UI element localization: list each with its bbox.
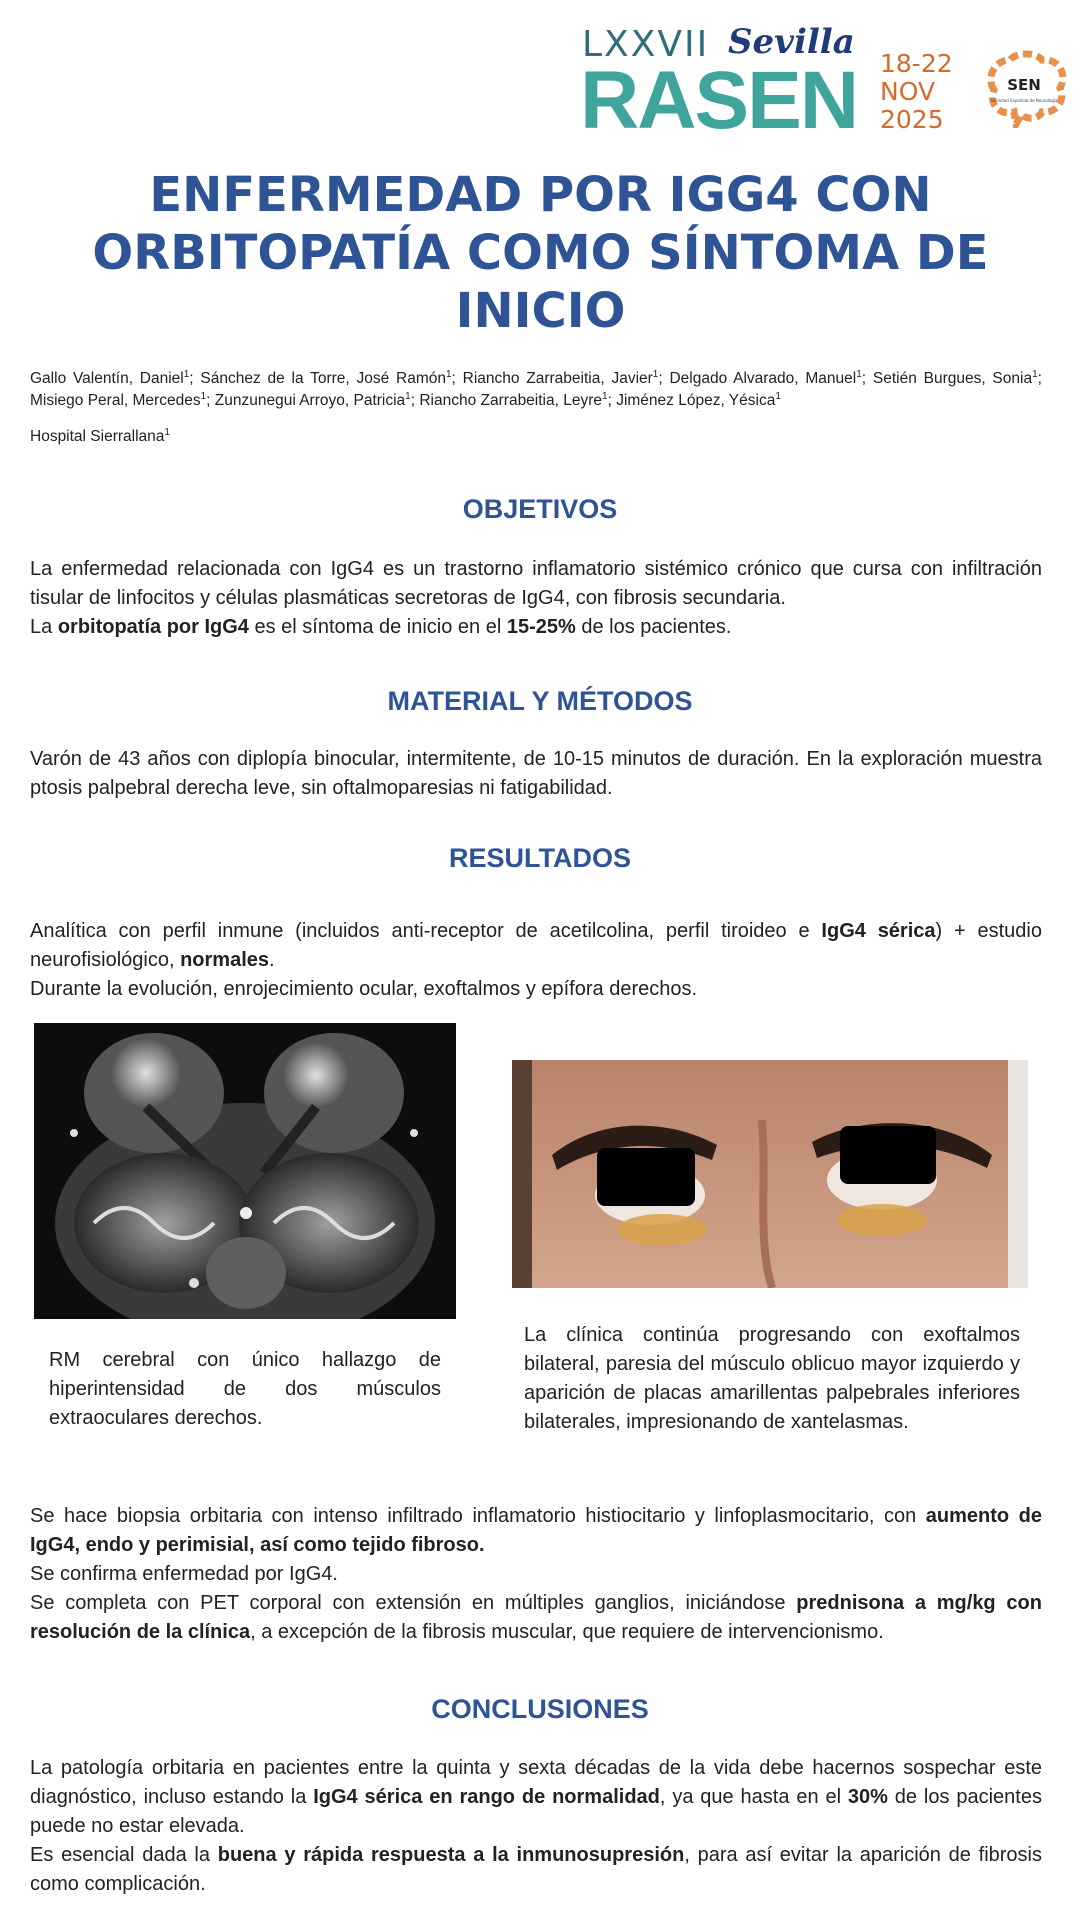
author-affiliation-marker: 1	[602, 390, 608, 402]
resultados-paragraph-2: Durante la evolución, enrojecimiento ocular, exoftalmos y epífora derechos.	[30, 978, 698, 1000]
conclusiones-heading: CONCLUSIONES	[431, 1694, 649, 1724]
objetivos-text	[30, 555, 1042, 642]
patient-photo	[512, 1060, 1028, 1288]
affiliation-name: Hospital Sierrallana	[30, 428, 165, 445]
affiliation-marker: 1	[164, 426, 170, 438]
author-name: Delgado Alvarado, Manuel	[669, 370, 857, 387]
conclusiones-text	[30, 1754, 1042, 1899]
brain-logo-icon	[980, 50, 1068, 128]
objetivos-paragraph-2: La orbitopatía por IgG4 es el síntoma de inicio en el 15-25% de los pacientes.	[30, 616, 732, 638]
author-affiliation-marker: 1	[856, 368, 862, 380]
resultados-paragraph-3: Se hace biopsia orbitaria con intenso infiltrado inflamatorio histiocitario y linfoplasmocitario, con aumento de IgG4, endo y perimisial, así como tejido fibroso.	[30, 1505, 1042, 1556]
event-number: LXXVII	[582, 24, 710, 65]
author-affiliation-marker: 1	[652, 368, 659, 380]
objetivos-paragraph-1: La enfermedad relacionada con IgG4 es un trastorno inflamatorio sistémico crónico que cursa con infiltración tisular de linfocitos y células plasmáticas secretoras de IgG4, con fibrosis secundaria.	[30, 558, 1042, 609]
author-affiliation-marker: 1	[775, 390, 781, 402]
author-affiliation-marker: 1	[200, 390, 207, 402]
photo-caption: La clínica continúa progresando con exoftalmos bilateral, paresia del músculo oblicuo mayor izquierdo y aparición de placas amarillentas palpebrales inferiores bilaterales, impresionando de xantelasmas.	[524, 1324, 1020, 1433]
author-list: Gallo Valentín, Daniel$^1$; Sánchez de la Torre, José Ramón$^1$; Riancho Zarrabeitia, Javier$^1$; Delgado Alvarado, Manuel$^1$; Setién Burgues, Sonia$^1$; Misiego Peral, Mercedes$^1$; Zunzunegui Arroyo, Patricia$^1$; Riancho Zarrabeitia, Leyre$^1$; Jiménez López, Yésica$^1$	[30, 368, 1042, 409]
resultados-paragraph-4: Se confirma enfermedad por IgG4.	[30, 1563, 338, 1585]
author-name: Riancho Zarrabeitia, Javier	[462, 370, 653, 387]
resultados-paragraph-1: Analítica con perfil inmune (incluidos anti-receptor de acetilcolina, perfil tiroideo e IgG4 sérica) + estudio neurofisiológico, normales.	[30, 920, 1042, 971]
author-name: Setién Burgues, Sonia	[872, 370, 1033, 387]
date-days: 18-22	[880, 49, 953, 78]
event-name: RASEN	[580, 55, 858, 146]
eye-mask-right	[597, 1148, 695, 1206]
eye-mask-left	[840, 1126, 936, 1184]
resultados-text-2	[30, 1502, 1042, 1647]
rasen-logo	[580, 20, 880, 146]
event-city: Sevilla	[728, 22, 855, 62]
event-dates	[880, 50, 960, 134]
sen-logo-text: SEN	[1007, 76, 1041, 94]
metodos-paragraph: Varón de 43 años con diplopía binocular, intermitente, de 10-15 minutos de duración. En la exploración muestra ptosis palpebral derecha leve, sin oftalmoparesias ni fatigabilidad.	[30, 748, 1042, 799]
author-affiliation-marker: 1	[1032, 368, 1038, 380]
author-name: Sánchez de la Torre, José Ramón	[200, 370, 446, 387]
author-name: Misiego Peral, Mercedes	[30, 392, 201, 409]
sen-logo	[980, 50, 1068, 128]
resultados-paragraph-5: Se completa con PET corporal con extensión en múltiples ganglios, iniciándose prednisona a mg/kg con resolución de la clínica, a excepción de la fibrosis muscular, que requiere de intervencionismo.	[30, 1592, 1042, 1643]
mri-image	[34, 1023, 456, 1319]
author-name: Jiménez López, Yésica	[616, 392, 776, 409]
author-affiliation-marker: 1	[445, 368, 452, 380]
metodos-heading: MATERIAL Y MÉTODOS	[387, 686, 693, 716]
conclusiones-paragraph-1: La patología orbitaria en pacientes entre la quinta y sexta décadas de la vida debe hacernos sospechar este diagnóstico, incluso estando la IgG4 sérica en rango de normalidad, ya que hasta en el 30% de los pacientes puede no estar elevada.	[30, 1757, 1042, 1837]
objetivos-heading: OBJETIVOS	[462, 494, 618, 524]
resultados-text	[30, 917, 1042, 1004]
conclusiones-paragraph-2: Es esencial dada la buena y rápida respuesta a la inmunosupresión, para así evitar la aparición de fibrosis como complicación.	[30, 1844, 1042, 1895]
author-name: Zunzunegui Arroyo, Patricia	[214, 392, 406, 409]
header-logos	[580, 20, 1070, 146]
mri-scan-illustration	[34, 1023, 456, 1319]
author-affiliation-marker: 1	[405, 390, 411, 402]
date-month: NOV	[880, 77, 936, 106]
sen-logo-subtext: Sociedad Española de Neurología	[990, 98, 1058, 103]
author-affiliation-marker: 1	[183, 368, 190, 380]
patient-face-illustration	[512, 1060, 1028, 1288]
resultados-heading: RESULTADOS	[449, 843, 631, 873]
date-year: 2025	[880, 105, 944, 134]
author-name: Gallo Valentín, Daniel	[30, 370, 184, 387]
author-name: Riancho Zarrabeitia, Leyre	[419, 392, 603, 409]
affiliation	[30, 428, 170, 446]
poster-title: ENFERMEDAD POR IGG4 CON ORBITOPATÍA COMO SÍNTOMA DE INICIO	[92, 167, 989, 339]
mri-caption: RM cerebral con único hallazgo de hiperintensidad de dos músculos extraoculares derechos.	[49, 1349, 441, 1429]
